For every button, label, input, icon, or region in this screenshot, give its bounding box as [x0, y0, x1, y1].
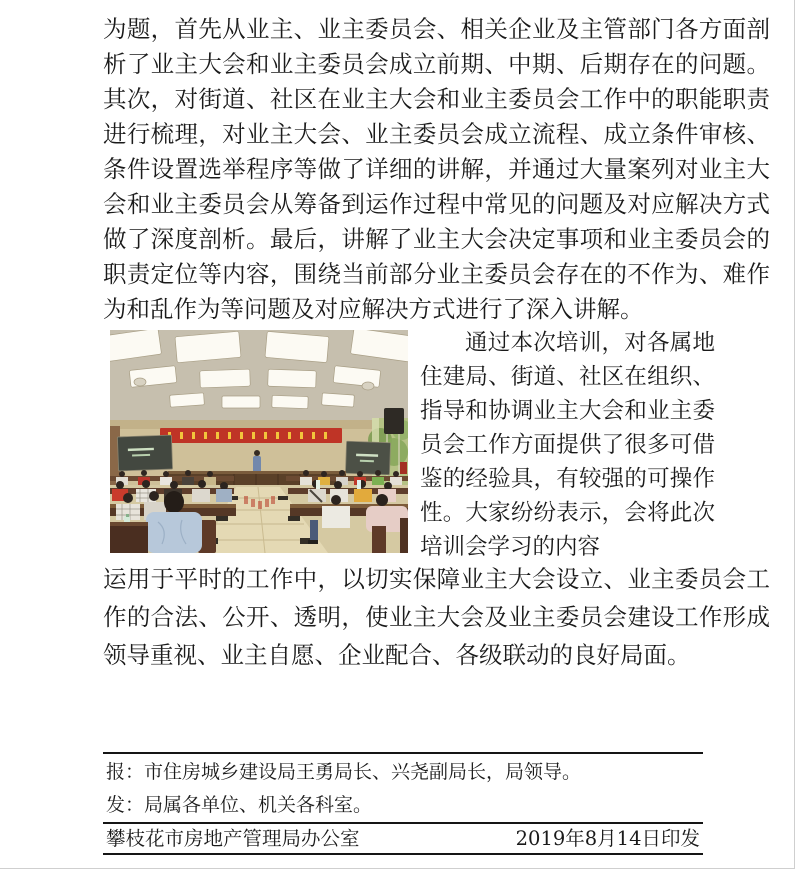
paragraph-2-below-photo: 运用于平时的工作中，以切实保障业主大会设立、业主委员会工作的合法、公开、透明，使业主大会及业主委员会建设工作形成领导重视、业主自愿、企业配合、各级联动的良好局面。 — [103, 565, 770, 669]
paragraph-2-beside-photo: 通过本次培训，对各属地住建局、街道、社区在组织、指导和协调业主大会和业主委员会工作方面提供了很多可借鉴的经验具，有较强的可操作性。大家纷纷表示，会将此次培训会学习的内容 — [420, 330, 715, 560]
colophon-bottom-rule — [103, 853, 703, 855]
distribution-line: 发：局属各单位、机关各科室。 — [106, 794, 373, 816]
training-photo-illustration — [110, 330, 408, 553]
document-colophon — [103, 752, 703, 855]
issue-date: 2019年8月14日印发 — [515, 827, 700, 850]
issue-row — [103, 824, 703, 853]
photo-banner — [160, 428, 342, 443]
report-line: 报：市住房城乡建设局王勇局长、兴尧副局长，局领导。 — [106, 761, 582, 783]
training-photo — [110, 330, 408, 553]
colophon-top-rule — [103, 752, 703, 754]
issuing-office: 攀枝花市房地产管理局办公室 — [106, 827, 360, 850]
photo-ceiling — [110, 330, 408, 426]
paragraph-1: 为题，首先从业主、业主委员会、相关企业及主管部门各方面剖析了业主大会和业主委员会成立前期、中期、后期存在的问题。其次，对街道、社区在业主大会和业主委员会工作中的职能职责进行梳理，对业主大会、业主委员会成立流程、成立条件审核、条件设置选举程序等做了详细的讲解，并通过大量案列对业主大会和业主委员会从筹备到运作过程中常见的问题及对应解决方式做了深度剖析。最后，讲解了业主大会决定事项和业主委员会的职责定位等内容，围绕当前部分业主委员会存在的不作为、难作为和乱作为等问题及对应解决方式进行了深入讲解。 — [103, 15, 770, 323]
